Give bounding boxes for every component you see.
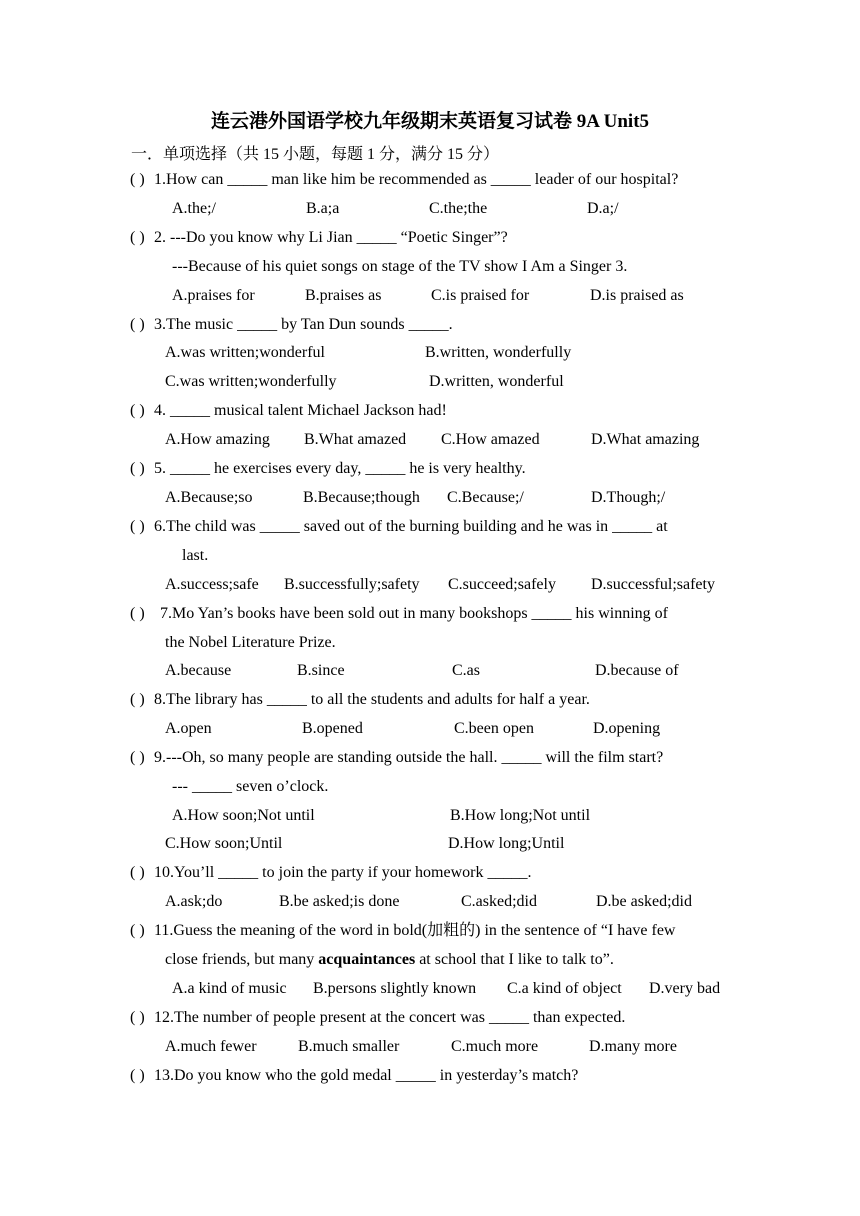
option-c: C.as (452, 662, 480, 679)
option-b: B.opened (302, 720, 363, 737)
option-d: D.many more (589, 1038, 677, 1055)
question-text: 1.How can _____ man like him be recommended as _____ leader of our hospital? (154, 171, 679, 188)
question-text: 8.The library has _____ to all the students and adults for half a year. (154, 691, 590, 708)
option-d: D.very bad (649, 980, 721, 997)
option-d: D.opening (593, 720, 661, 737)
question-continuation: last. (182, 547, 209, 564)
option-d: D.How long;Until (448, 835, 565, 852)
answer-blank[interactable]: ( ) (130, 229, 145, 246)
option-d: D.written, wonderful (429, 373, 564, 390)
answer-blank[interactable]: ( ) (130, 1067, 145, 1084)
option-b: B.What amazed (304, 431, 407, 448)
option-d: D.because of (595, 662, 679, 679)
option-c: C.Because;/ (447, 489, 524, 506)
option-c: C.been open (454, 720, 534, 737)
question-continuation: ---Because of his quiet songs on stage of the TV show I Am a Singer 3. (172, 258, 628, 275)
bold-word: acquaintances (318, 951, 416, 968)
answer-blank[interactable]: ( ) (130, 316, 145, 333)
option-c: C.How amazed (441, 431, 540, 448)
option-a: A.success;safe (165, 576, 259, 593)
question-text: 7.Mo Yan’s books have been sold out in many bookshops _____ his winning of (160, 605, 668, 622)
question-text: 2. ---Do you know why Li Jian _____ “Poetic Singer”? (154, 229, 508, 246)
option-c: C.How soon;Until (165, 835, 283, 852)
continuation-text: close friends, but many (165, 951, 319, 968)
answer-blank[interactable]: ( ) (130, 460, 145, 477)
option-b: B.persons slightly known (313, 980, 477, 997)
page-title: 连云港外国语学校九年级期末英语复习试卷 9A Unit5 (210, 111, 650, 132)
option-d: D.is praised as (590, 287, 684, 304)
answer-blank[interactable]: ( ) (130, 922, 145, 939)
question-continuation: --- _____ seven o’clock. (172, 778, 329, 795)
question-text: 11.Guess the meaning of the word in bold(加粗的) in the sentence of “I have few (154, 922, 676, 939)
option-d: D.Though;/ (591, 489, 666, 506)
question-continuation (165, 948, 614, 972)
option-a: A.because (165, 662, 232, 679)
continuation-text: at school that I like to talk to”. (415, 951, 614, 968)
option-b: B.Because;though (303, 489, 420, 506)
option-b: B.successfully;safety (284, 576, 420, 593)
option-b: B.be asked;is done (279, 893, 400, 910)
option-d: D.be asked;did (596, 893, 692, 910)
option-c: C.succeed;safely (448, 576, 556, 593)
option-c: C.is praised for (431, 287, 530, 304)
option-a: A.How amazing (165, 431, 270, 448)
option-c: C.the;the (429, 200, 488, 217)
answer-blank[interactable]: ( ) (130, 402, 145, 419)
option-d: D.a;/ (587, 200, 619, 217)
option-d: D.What amazing (591, 431, 700, 448)
option-a: A.a kind of music (172, 980, 287, 997)
option-a: A.was written;wonderful (165, 344, 325, 361)
answer-blank[interactable]: ( ) (130, 605, 145, 622)
option-b: B.written, wonderfully (425, 344, 572, 361)
option-b: B.a;a (306, 200, 340, 217)
option-b: B.since (297, 662, 345, 679)
question-text: 9.---Oh, so many people are standing outside the hall. _____ will the film start? (154, 749, 664, 766)
option-a: A.much fewer (165, 1038, 257, 1055)
question-text: 13.Do you know who the gold medal _____ in yesterday’s match? (154, 1067, 579, 1084)
option-c: C.asked;did (461, 893, 537, 910)
option-a: A.the;/ (172, 200, 216, 217)
option-b: B.praises as (305, 287, 382, 304)
answer-blank[interactable]: ( ) (130, 691, 145, 708)
question-text: 12.The number of people present at the concert was _____ than expected. (154, 1009, 626, 1026)
question-text: 6.The child was _____ saved out of the burning building and he was in _____ at (154, 518, 668, 535)
option-a: A.praises for (172, 287, 255, 304)
section-heading: 一．单项选择（共 15 小题，每题 1 分，满分 15 分） (131, 146, 500, 163)
question-text: 5. _____ he exercises every day, _____ he is very healthy. (154, 460, 526, 477)
option-b: B.much smaller (298, 1038, 400, 1055)
answer-blank[interactable]: ( ) (130, 1009, 145, 1026)
question-continuation: the Nobel Literature Prize. (165, 634, 336, 651)
option-b: B.How long;Not until (450, 807, 591, 824)
option-c: C.much more (451, 1038, 539, 1055)
answer-blank[interactable]: ( ) (130, 518, 145, 535)
option-d: D.successful;safety (591, 576, 715, 593)
question-text: 3.The music _____ by Tan Dun sounds _____. (154, 316, 453, 333)
question-text: 4. _____ musical talent Michael Jackson had! (154, 402, 447, 419)
answer-blank[interactable]: ( ) (130, 749, 145, 766)
option-c: C.a kind of object (507, 980, 622, 997)
option-a: A.open (165, 720, 212, 737)
answer-blank[interactable]: ( ) (130, 171, 145, 188)
option-c: C.was written;wonderfully (165, 373, 337, 390)
option-a: A.How soon;Not until (172, 807, 315, 824)
question-text: 10.You’ll _____ to join the party if your homework _____. (154, 864, 532, 881)
option-a: A.Because;so (165, 489, 253, 506)
answer-blank[interactable]: ( ) (130, 864, 145, 881)
option-a: A.ask;do (165, 893, 223, 910)
